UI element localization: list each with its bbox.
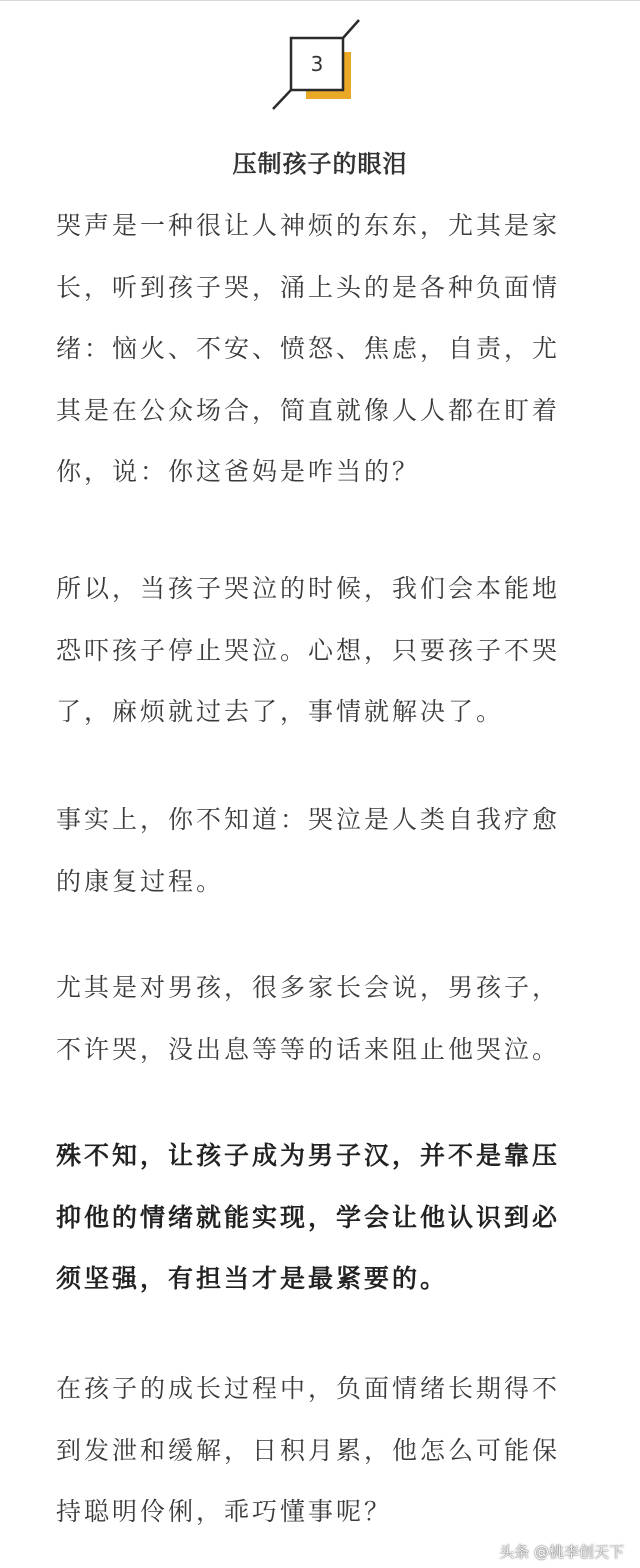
paragraph-6: 在孩子的成长过程中，负面情绪长期得不到发泄和缓解，日积月累，他怎么可能保持聪明伶俐，乖巧懂事呢？ — [56, 1374, 561, 1526]
top-divider — [0, 0, 640, 1]
paragraph-3: 事实上，你不知道：哭泣是人类自我疗愈的康复过程。 — [56, 805, 561, 896]
paragraph-5-emphasis: 殊不知，让孩子成为男子汉，并不是靠压抑他的情绪就能实现，学会让他认识到必须坚强，有担当才是最紧要的。 — [56, 1141, 561, 1293]
badge-slash-top — [343, 20, 359, 38]
section-number: 3 — [310, 52, 324, 76]
paragraph-4: 尤其是对男孩，很多家长会说，男孩子，不许哭，没出息等等的话来阻止他哭泣。 — [56, 973, 561, 1064]
watermark: 头条 @桃李创天下 — [499, 1543, 624, 1561]
paragraph-2: 所以，当孩子哭泣的时候，我们会本能地恐吓孩子停止哭泣。心想，只要孩子不哭了，麻烦就过去了，事情就解决了。 — [56, 574, 561, 726]
section-number-badge — [270, 18, 362, 110]
badge-slash-bottom — [273, 90, 291, 109]
paragraph-1: 哭声是一种很让人神烦的东东，尤其是家长，听到孩子哭，涌上头的是各种负面情绪：恼火、不安、愤怒、焦虑，自责，尤其是在公众场合，简直就像人人都在盯着你，说：你这爸妈是咋当的？ — [56, 211, 561, 486]
section-title: 压制孩子的眼泪 — [232, 150, 408, 178]
